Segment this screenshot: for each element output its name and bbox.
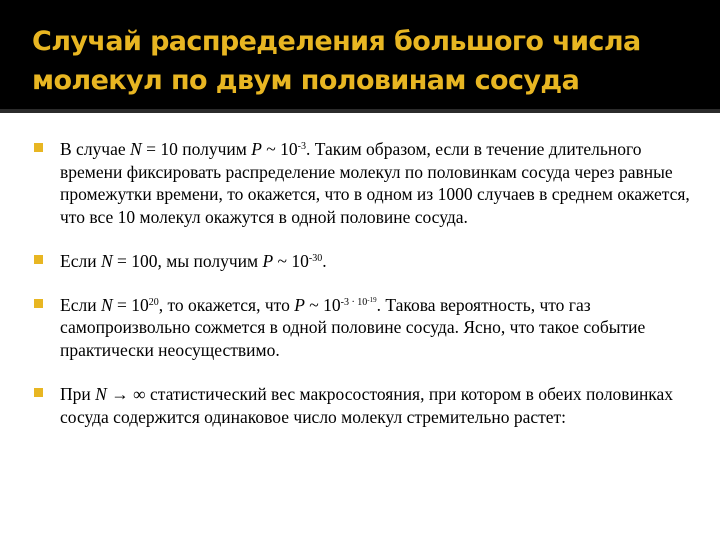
exponent: [341, 297, 377, 308]
exponent: -30: [308, 253, 323, 264]
bullet-item-4: [34, 383, 694, 428]
bullet-square-icon: [34, 255, 43, 264]
text: В случае: [60, 139, 131, 159]
text: Если: [60, 294, 101, 315]
text: статистический вес макросостояния, при котором в обеих половинках сосуда содержится одинаковое число молекул стремительно растет:: [60, 384, 674, 427]
variable-p: P: [262, 251, 274, 271]
text: . Таким образом, если в течение длительного времени фиксировать распределение молекул по половинкам сосуда через равные промежутки времени, то окажется, что в одном из 1000 случаев в среднем окажется, что все 10 молекул окажутся в одной половине сосуда.: [60, 139, 690, 227]
variable-n: N: [100, 251, 113, 271]
variable-p: P: [251, 139, 262, 159]
text: Если: [60, 251, 101, 271]
bullet-square-icon: [34, 143, 43, 152]
variable-n: N: [100, 294, 113, 315]
exponent: 20: [148, 296, 159, 308]
text: ~ 10: [273, 251, 309, 271]
bullet-item-3: [34, 294, 694, 362]
bullet-item-2: [34, 250, 694, 273]
variable-n: N: [130, 139, 142, 159]
variable-n: N: [95, 384, 107, 404]
title-bar: [0, 0, 720, 113]
arrow-infinity: → ∞: [106, 384, 146, 404]
exponent-base: -3 · 10: [340, 296, 368, 308]
variable-p: P: [294, 294, 305, 315]
text: ~ 10: [261, 139, 298, 159]
text: .: [322, 251, 327, 271]
text: ~ 10: [304, 294, 341, 315]
slide-title: Случай распределения большого числа молекул по двум половинам сосуда: [32, 26, 641, 96]
bullet-item-1: [34, 138, 694, 228]
bullet-square-icon: [34, 299, 43, 308]
nested-exponent: -19: [367, 295, 377, 304]
slide-content: [34, 138, 694, 450]
text: , то окажется, что: [158, 294, 295, 315]
bullet-square-icon: [34, 388, 43, 397]
text: При: [60, 384, 96, 404]
text: . Такова вероятность, что газ самопроизвольно сожмется в одной половине сосуда. Ясно, что такое событие практически неосуществимо.: [60, 294, 646, 360]
text: = 10 получим: [141, 139, 252, 159]
text: = 10: [112, 294, 149, 315]
text: = 100, мы получим: [112, 251, 263, 271]
exponent: -3: [297, 141, 306, 152]
